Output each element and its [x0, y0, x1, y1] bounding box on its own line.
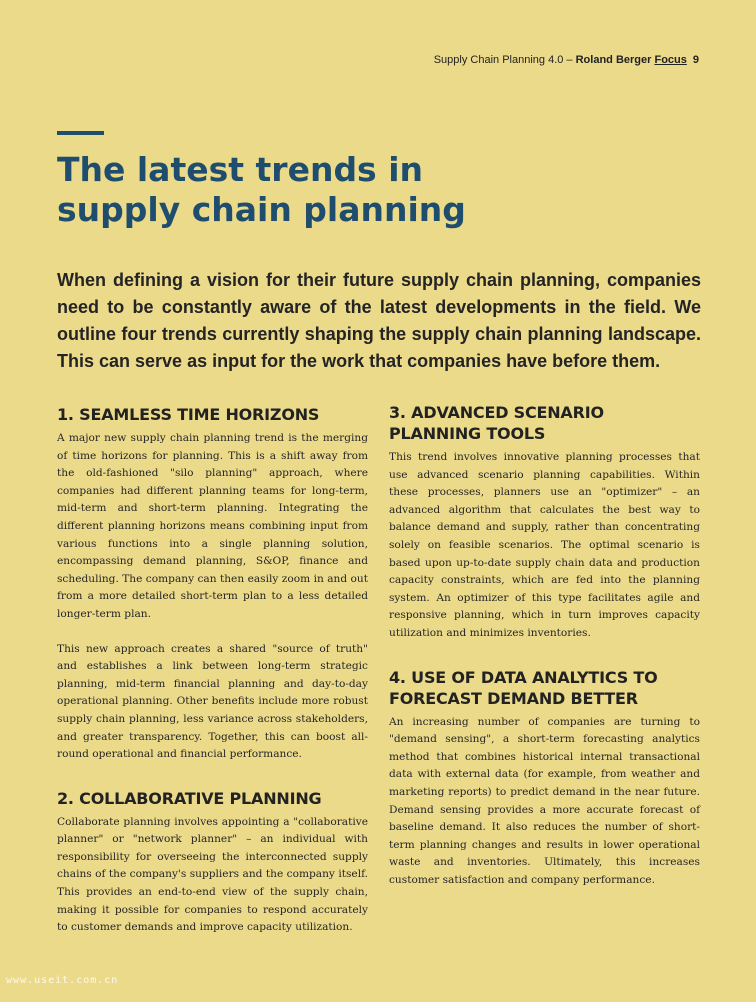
section-1-paragraph-1: A major new supply chain planning trend is the merging of time horizons for planning. This is a shift away from the old-fashioned "silo planning" approach, where companies had different planning teams for long-term, mid-term and short-term planning. Integrating the different planning horizons means combining input from various functions into a single planning solution, encompassing demand planning, S&OP, finance and scheduling. The company can then easily zoom in and out from a more detailed short-term plan to a less detailed longer-term plan. [57, 432, 368, 620]
title-line-1: The latest trends in [57, 150, 423, 189]
page-number: 9 [692, 54, 699, 66]
header-prefix: Supply Chain Planning 4.0 – [433, 54, 576, 66]
running-header [434, 54, 699, 66]
lead-paragraph: When defining a vision for their future supply chain planning, companies need to be constantly aware of the latest developments in the field. We outline four trends currently shaping the supply chain planning landscape. This can serve as input for the work that companies have before them. [57, 270, 701, 371]
section-3-paragraph-1: This trend involves innovative planning processes that use advanced scenario planning capabilities. Within these processes, planners use an "optimizer" – an advanced algorithm that calculates the best way to balance demand and supply, rather than concentrating solely on feasible scenarios. The optimal scenario is based upon up-to-date supply chain data and production capacity constraints, which are fed into the planning system. An optimizer of this type facilitates agile and responsive planning, which in turn improves capacity utilization and minimizes inventories. [389, 451, 700, 639]
right-column [389, 402, 700, 889]
header-brand: Roland Berger [575, 54, 655, 66]
section-2-paragraph-1: Collaborate planning involves appointing a "collaborative planner" or "network planner" – an individual with responsibility for overseeing the interconnected supply chains of the company's suppliers and the company itself. This provides an end-to-end view of the supply chain, making it possible for companies to respond accurately to customer demands and improve capacity utilization. [57, 815, 368, 934]
watermark: www.useit.com.cn [6, 975, 119, 986]
title-accent-rule [57, 131, 104, 135]
section-4-paragraph-1: An increasing number of companies are turning to "demand sensing", a short-term forecasting analytics method that combines historical internal transactional data with external data (for example, from weather and marketing reports) to predict demand in the near future. Demand sensing provides a more accurate forecast of baseline demand. It also reduces the number of short-term planning changes and results in lower operational waste and inventories. Ultimately, this increases customer satisfaction and company performance. [389, 715, 700, 886]
left-column [57, 404, 368, 937]
section-2-heading: 2. COLLABORATIVE PLANNING [57, 788, 322, 808]
section-3-heading: 3. ADVANCED SCENARIO PLANNING TOOLS [389, 403, 604, 443]
page-title [57, 150, 617, 230]
header-focus: Focus [654, 54, 687, 66]
section-1-heading: 1. SEAMLESS TIME HORIZONS [57, 405, 320, 424]
section-4-heading: 4. USE OF DATA ANALYTICS TO FORECAST DEMAND BETTER [389, 667, 658, 708]
title-line-2: supply chain planning [57, 190, 466, 229]
section-1-paragraph-2: This new approach creates a shared "source of truth" and establishes a link between long-term strategic planning, mid-term financial planning and day-to-day operational planning. Other benefits include more robust supply chain planning, less variance across stakeholders, and greater transparency. Together, this can boost all-round operational and financial performance. [57, 642, 368, 761]
